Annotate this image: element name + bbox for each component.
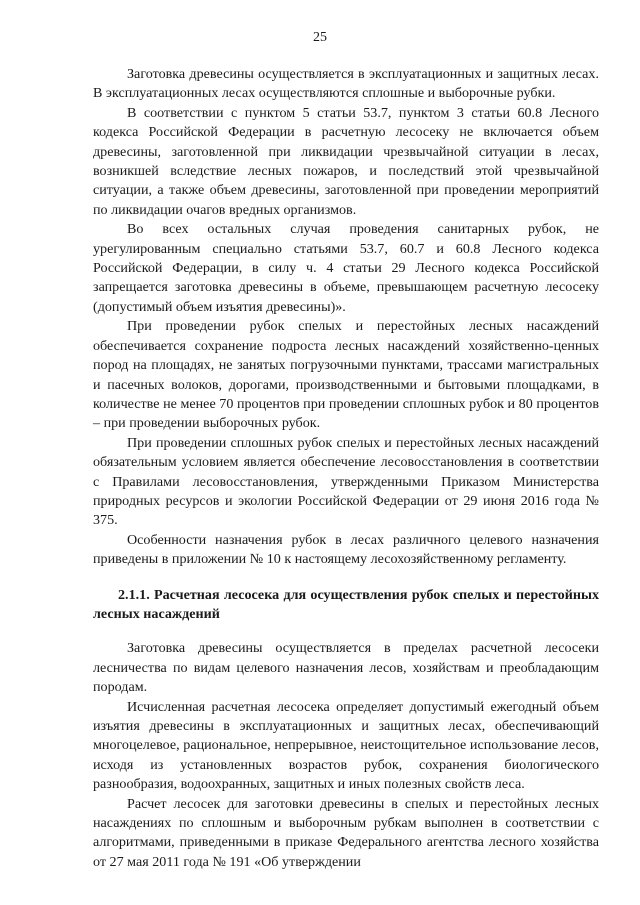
paragraph-allowable-volume: Исчисленная расчетная лесосека определяет допустимый ежегодный объем изъятия древесины в эксплуатационных и защитных лесах, обеспечивающий многоцелевое, рациональное, непрерывное, неистощительное использование лесов, исходя из установленных возрастов рубок, сохранения биологического разнообразия, водоохранных, защитных и иных полезных свойств леса. (93, 698, 599, 793)
paragraph-harvesting-limits: Заготовка древесины осуществляется в пределах расчетной лесосеки лесничества по видам целевого назначения лесов, хозяйствам и преобладающим породам. (93, 640, 599, 696)
page-number: 25 (313, 30, 327, 45)
paragraph-sanitary-cuttings: Во всех остальных случая проведения санитарных рубок, не урегулированным специально статьями 53.7, 60.7 и 60.8 Лесного кодекса Российской Федерации, в силу ч. 4 статьи 29 Лесного кодекса Российской запрещается заготовка древесины в объеме, превышающем расчетную лесосеку (допустимый объем изъятия древесины)». (93, 221, 599, 315)
document-body (93, 65, 599, 872)
paragraph-estimated-cutting-exclusions: В соответствии с пунктом 5 статьи 53.7, пунктом 3 статьи 60.8 Лесного кодекса Российской Федерации в расчетную лесосеку не включается объем древесины, заготовленной при ликвидации чрезвычайной ситуации в лесах, возникшей вследствие лесных пожаров, и последствий этой чрезвычайной ситуации, а также объем древесины, заготовленной при проведении мероприятий по ликвидации очагов вредных организмов. (93, 104, 599, 218)
section-heading: 2.1.1. Расчетная лесосека для осуществления рубок спелых и перестойных лесных насаждений (93, 586, 599, 622)
paragraph-reforestation: При проведении сплошных рубок спелых и перестойных лесных насаждений обязательным условием является обеспечение лесовосстановления в соответствии с Правилами лесовосстановления, утвержденными Приказом Министерства природных ресурсов и экологии Российской Федерации от 29 июня 2016 года № 375. (93, 434, 599, 529)
paragraph-calculation-method: Расчет лесосек для заготовки древесины в спелых и перестойных лесных насаждениях по сплошным и выборочным рубкам выполнен в соответствии с алгоритмами, приведенными в приказе Федерального агентства лесного хозяйства от 27 мая 2011 года № 191 «Об утверждении (93, 795, 599, 870)
paragraph-undergrowth-preservation: При проведении рубок спелых и перестойных лесных насаждений обеспечивается сохранение подроста лесных насаждений хозяйственно-ценных пород на площадях, не занятых погрузочными пунктами, трассами магистральных и пасечных волоков, дорогами, производственными и бытовыми площадками, в количестве не менее 70 процентов при проведении сплошных рубок и 80 процентов – при проведении выборочных рубок. (93, 318, 599, 432)
paragraph-appendix-reference: Особенности назначения рубок в лесах различного целевого назначения приведены в приложении № 10 к настоящему лесохозяйственному регламенту. (93, 531, 599, 568)
paragraph-harvesting-forests: Заготовка древесины осуществляется в эксплуатационных и защитных лесах. В эксплуатационных лесах осуществляются сплошные и выборочные рубки. (93, 66, 599, 102)
